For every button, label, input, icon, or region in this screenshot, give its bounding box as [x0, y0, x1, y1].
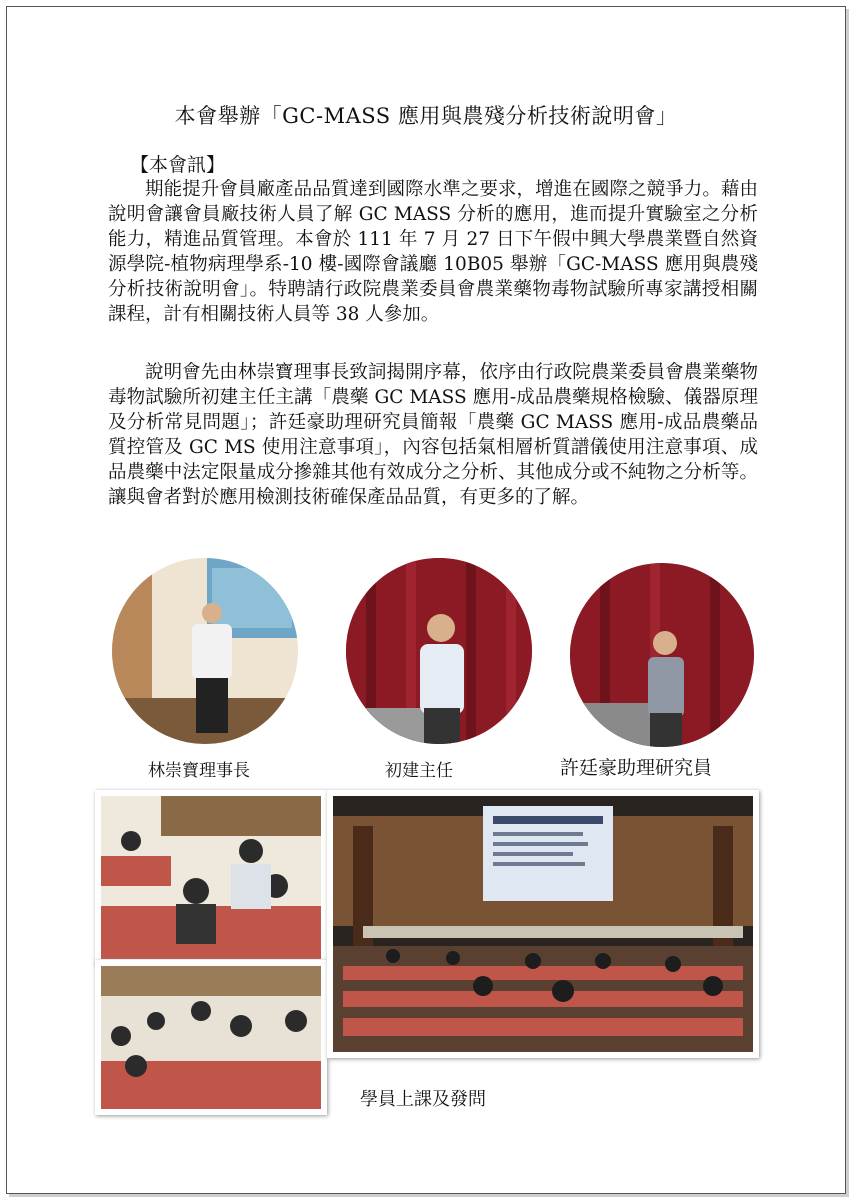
photo-researcher [570, 563, 754, 747]
photo-audience-1 [95, 790, 327, 965]
page-title: 本會舉辦「GC-MASS 應用與農殘分析技術說明會」 [174, 104, 678, 128]
photo-chairman [112, 558, 298, 744]
caption-researcher: 許廷豪助理研究員 [560, 757, 713, 779]
photo-lecture-hall [327, 790, 759, 1058]
section-heading: 【本會訊】 [130, 154, 226, 176]
photo-audience-2 [95, 960, 327, 1115]
paragraph-intro: 期能提升會員廠產品品質達到國際水準之要求，增進在國際之競爭力。藉由說明會讓會員廠技術人員了解 GC MASS 分析的應用，進而提升實驗室之分析能力，精進品質管理。本會於 111 年 7 月 27 日下午假中興大學農業暨自然資源學院-植物病理學系-10 樓-國際會議廳 10B05 舉辦「GC-MASS 應用與農殘分析技術說明會」。特聘請行政院農業委員會農業藥物毒物試驗所專家講授相關課程，計有相關技術人員等 38 人參加。 [108, 179, 758, 325]
photo-director [346, 558, 532, 744]
caption-director: 初建主任 [385, 761, 453, 781]
caption-audience: 學員上課及發問 [360, 1089, 486, 1110]
caption-chairman: 林崇寶理事長 [148, 761, 250, 781]
paragraph-program: 說明會先由林崇寶理事長致詞揭開序幕，依序由行政院農業委員會農業藥物毒物試驗所初建主任主講「農藥 GC MASS 應用-成品農藥規格檢驗、儀器原理及分析常見問題」；許廷豪助理研究員簡報「農藥 GC MASS 應用-成品農藥品質控管及 GC MS 使用注意事項」，內容包括氣相層析質譜儀使用注意事項、成品農藥中法定限量成分摻雜其他有效成分之分析、其他成分或不純物之分析等。讓與會者對於應用檢測技術確保產品品質，有更多的了解。 [108, 362, 758, 508]
